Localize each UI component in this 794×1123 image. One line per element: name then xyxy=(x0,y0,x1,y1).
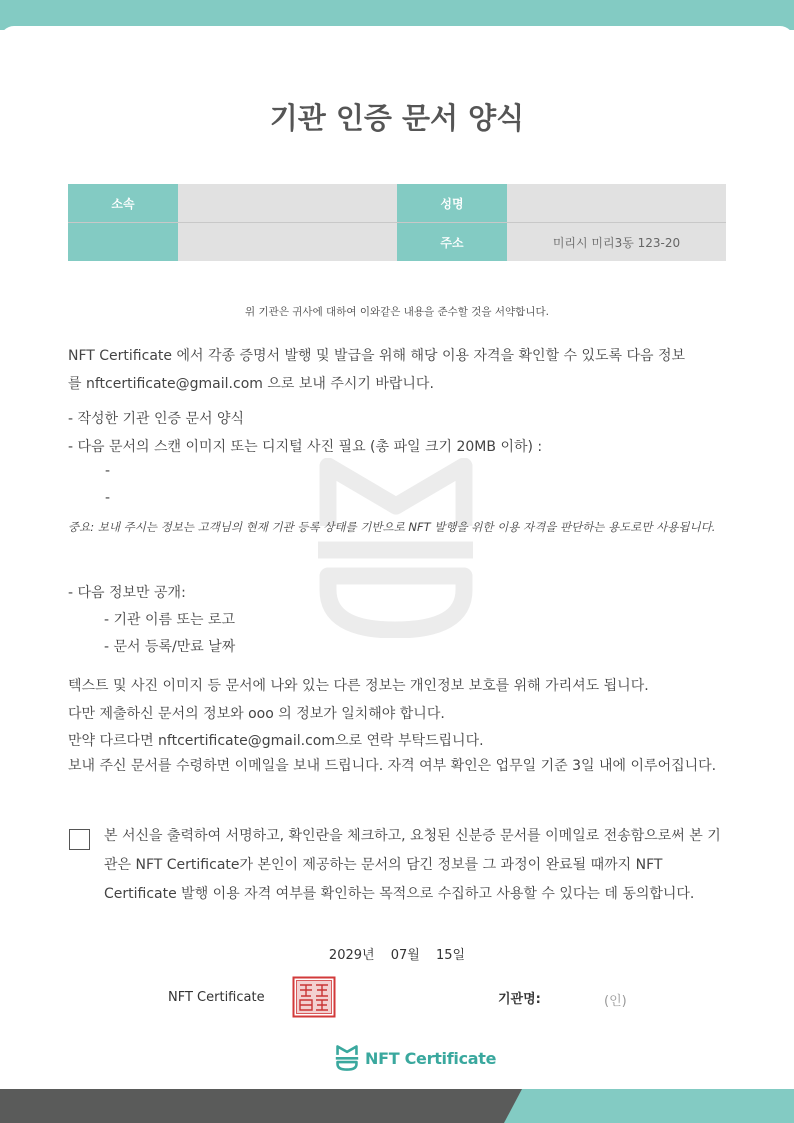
affiliation-value[interactable] xyxy=(178,184,397,223)
extra-label xyxy=(68,223,178,262)
paragraph: 다만 제출하신 문서의 정보와 ooo 의 정보가 일치해야 합니다. xyxy=(68,706,445,722)
requirement-item: - xyxy=(105,463,111,479)
logo-text: NFT Certificate xyxy=(365,1048,497,1068)
pledge-text: 위 기관은 귀사에 대하여 이와같은 내용을 준수할 것을 서약합니다. xyxy=(245,306,549,318)
paragraph: 만약 다르다면 nftcertificate@gmail.com으로 연락 부탁드립니다. xyxy=(68,733,484,749)
address-label: 주소 xyxy=(397,223,507,262)
consent-checkbox[interactable] xyxy=(69,829,90,850)
institution-label: 기관명: xyxy=(498,992,541,1007)
date-day: 15일 xyxy=(435,948,466,963)
public-info-heading: - 다음 정보만 공개: xyxy=(68,585,186,601)
affiliation-label: 소속 xyxy=(68,184,178,223)
name-label: 성명 xyxy=(397,184,507,223)
important-note: 중요: 보내 주시는 정보는 고객님의 현재 기관 등록 상태를 기반으로 NFT 발행을 위한 이용 자격을 판단하는 용도로만 사용됩니다. xyxy=(68,520,716,534)
org-name: NFT Certificate xyxy=(168,990,265,1005)
table-row xyxy=(68,184,726,223)
name-value[interactable] xyxy=(507,184,726,223)
requirement-item: - 작성한 기관 인증 문서 양식 xyxy=(68,411,245,427)
address-value[interactable]: 미리시 미리3동 123-20 xyxy=(507,223,726,262)
paragraph: 보내 주신 문서를 수령하면 이메일을 보내 드립니다. 자격 여부 확인은 업무일 기준 3일 내에 이루어집니다. xyxy=(68,758,717,774)
logo-icon xyxy=(335,1045,359,1071)
public-info-item: - 문서 등록/만료 날짜 xyxy=(104,639,236,655)
footer-logo xyxy=(335,1044,496,1072)
paragraph: 텍스트 및 사진 이미지 등 문서에 나와 있는 다른 정보는 개인정보 보호를 위해 가리셔도 됩니다. xyxy=(68,678,649,694)
intro-line-1: NFT Certificate 에서 각종 증명서 발행 및 발급을 위해 해당 이용 자격을 확인할 수 있도록 다음 정보 xyxy=(68,348,686,364)
date-year: 2029년 xyxy=(328,948,375,963)
table-row xyxy=(68,223,726,262)
date-month: 07월 xyxy=(390,948,420,963)
seal-stamp-icon xyxy=(292,976,336,1018)
requirement-item: - xyxy=(105,490,111,506)
public-info-item: - 기관 이름 또는 로고 xyxy=(104,612,236,628)
watermark-logo-icon xyxy=(318,458,473,638)
stamp-mark[interactable]: (인) xyxy=(604,994,627,1009)
info-table xyxy=(68,184,726,261)
requirement-item: - 다음 문서의 스캔 이미지 또는 디지털 사진 필요 (총 파일 크기 20MB 이하) : xyxy=(68,439,543,455)
intro-line-2: 를 nftcertificate@gmail.com 으로 보내 주시기 바랍니다. xyxy=(68,376,434,392)
date xyxy=(0,944,794,963)
consent-text: 본 서신을 출력하여 서명하고, 확인란을 체크하고, 요청된 신분증 문서를 이메일로 전송함으로써 본 기관은 NFT Certificate가 본인이 제공하는 문서의 담긴 정보를 그 과정이 완료될 때까지 NFT Certificate 발행 이용 자격 여부를 확인하는 목적으로 수집하고 사용할 수 있다는 데 동의합니다. xyxy=(104,828,721,902)
page-title: 기관 인증 문서 양식 xyxy=(269,101,525,135)
bottom-band-teal xyxy=(504,1089,794,1123)
extra-value[interactable] xyxy=(178,223,397,262)
